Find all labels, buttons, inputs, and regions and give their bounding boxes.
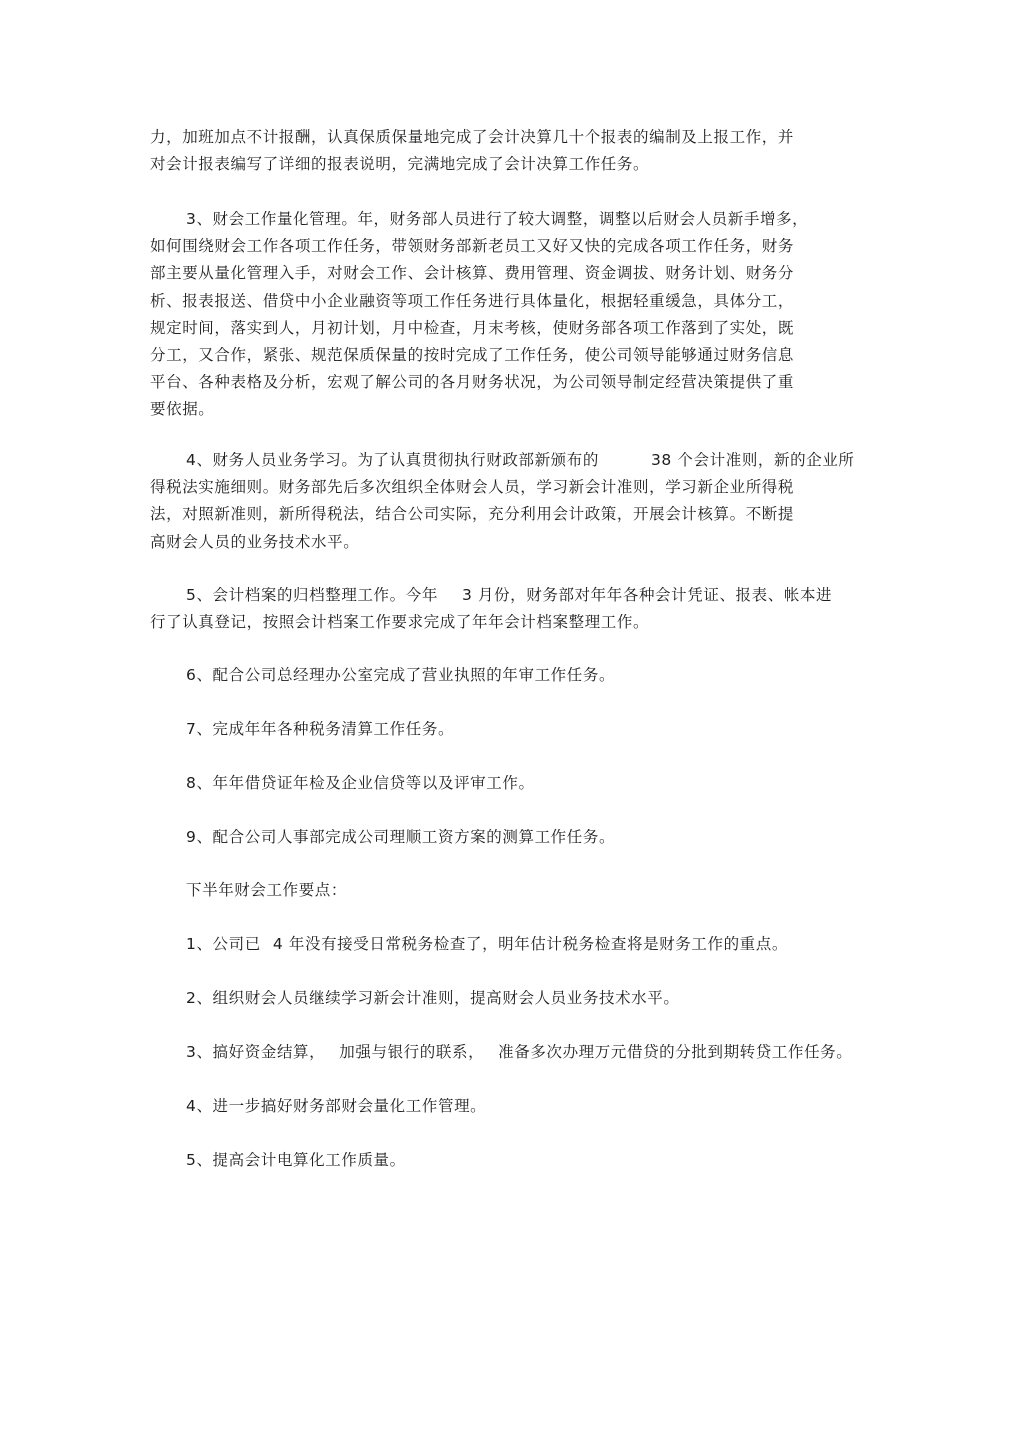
text-line: 对会计报表编写了详细的报表说明，完满地完成了会计决算工作任务。 — [150, 155, 650, 174]
text-segment: 3 月份，财务部对年年各种会计凭证、报表、帐本进 — [461, 586, 833, 604]
plan-item-2 — [150, 985, 870, 1012]
text-line: 7、完成年年各种税务清算工作任务。 — [186, 720, 455, 738]
text-line: 6、配合公司总经理办公室完成了营业执照的年审工作任务。 — [186, 666, 616, 684]
text-line: 4、进一步搞好财务部财会量化工作管理。 — [186, 1097, 487, 1115]
paragraph-item-6 — [150, 662, 870, 689]
text-line: 9、配合公司人事部完成公司理顺工资方案的测算工作任务。 — [186, 828, 616, 846]
text-line: 8、年年借贷证年检及企业信贷等以及评审工作。 — [186, 774, 535, 792]
text-line: 2、组织财会人员继续学习新会计准则，提高财会人员业务技术水平。 — [186, 989, 680, 1007]
plan-item-3 — [150, 1039, 870, 1066]
paragraph-item-7 — [150, 716, 870, 743]
plan-item-5 — [150, 1147, 870, 1174]
plan-item-1 — [150, 931, 870, 958]
text-line — [150, 1039, 870, 1066]
text-line: 析、报表报送、借贷中小企业融资等项工作任务进行具体量化，根据轻重缓急，具体分工， — [150, 291, 795, 310]
section-heading — [150, 877, 870, 904]
text-segment: 38 个会计准则，新的企业所 — [650, 451, 855, 469]
plan-item-4 — [150, 1093, 870, 1120]
text-segment: 4、财务人员业务学习。为了认真贯彻执行财政部新颁布的 — [186, 451, 599, 469]
text-segment: 1、公司已 — [186, 935, 261, 953]
paragraph-final-accounts — [150, 124, 870, 178]
text-line: 5、提高会计电算化工作质量。 — [186, 1151, 406, 1169]
text-line: 法，对照新准则，新所得税法，结合公司实际，充分利用会计政策，开展会计核算。不断提 — [150, 505, 795, 524]
text-segment: 5、会计档案的归档整理工作。今年 — [186, 586, 438, 604]
paragraph-item-5 — [150, 582, 870, 636]
paragraph-item-9 — [150, 824, 870, 851]
paragraph-item-8 — [150, 770, 870, 797]
text-line: 部主要从量化管理入手，对财会工作、会计核算、费用管理、资金调拔、财务计划、财务分 — [150, 264, 795, 283]
text-line — [150, 931, 870, 958]
text-line: 平台、各种表格及分析，宏观了解公司的各月财务状况，为公司领导制定经营决策提供了重 — [150, 373, 795, 392]
heading-text: 下半年财会工作要点： — [186, 881, 348, 899]
text-line: 要依据。 — [150, 400, 215, 419]
paragraph-item-4 — [150, 447, 870, 556]
text-line: 行了认真登记，按照会计档案工作要求完成了年年会计档案整理工作。 — [150, 613, 650, 632]
text-line: 高财会人员的业务技术水平。 — [150, 532, 360, 551]
paragraph-item-3 — [150, 206, 870, 424]
text-line — [150, 447, 870, 474]
text-line: 得税法实施细则。财务部先后多次组织全体财会人员，学习新会计准则，学习新企业所得税 — [150, 478, 795, 497]
text-line: 3、财会工作量化管理。年，财务部人员进行了较大调整，调整以后财会人员新手增多， — [186, 210, 809, 228]
text-line: 如何围绕财会工作各项工作任务，带领财务部新老员工又好又快的完成各项工作任务，财务 — [150, 237, 795, 256]
text-line: 规定时间，落实到人，月初计划，月中检查，月末考核，使财务部各项工作落到了实处，既 — [150, 318, 795, 337]
text-segment: 加强与银行的联系， — [339, 1043, 485, 1061]
text-line: 分工，又合作，紧张、规范保质保量的按时完成了工作任务，使公司领导能够通过财务信息 — [150, 346, 795, 365]
text-segment: 准备多次办理万元借贷的分批到期转贷工作任务。 — [498, 1043, 853, 1061]
text-line: 力，加班加点不计报酬，认真保质保量地完成了会计决算几十个报表的编制及上报工作，并 — [150, 128, 795, 146]
text-segment: 4 年没有接受日常税务检查了，明年估计税务检查将是财务工作的重点。 — [272, 935, 788, 953]
text-line — [150, 582, 870, 609]
text-segment: 3、搞好资金结算， — [186, 1043, 326, 1061]
